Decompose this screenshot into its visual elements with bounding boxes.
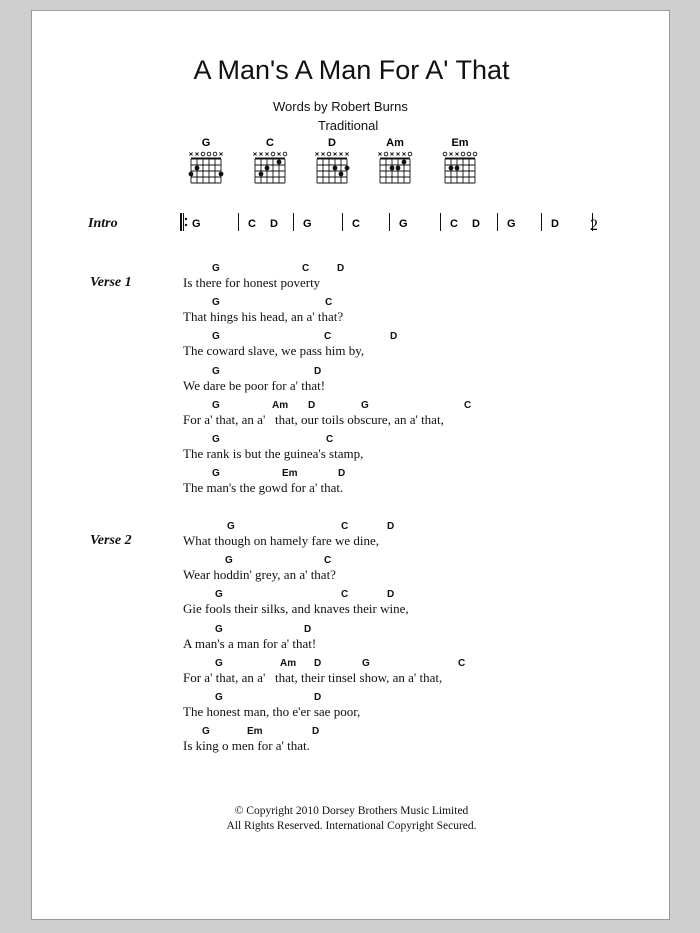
lyric-chord: Em xyxy=(247,726,263,738)
chord-diagram-em xyxy=(435,137,485,186)
lyric-chord: D xyxy=(314,365,322,377)
lyric-line: We dare be poor for a' that! xyxy=(183,377,326,393)
lyric-chord: Am xyxy=(272,399,289,411)
lyric-chord: G xyxy=(212,297,220,309)
lyric-chord: G xyxy=(212,365,220,377)
chord-diagram-am xyxy=(370,137,420,186)
repeat-count: 2 xyxy=(590,217,598,234)
chord-diagram-name: G xyxy=(201,137,211,149)
chord-diagram-name: C xyxy=(266,137,274,149)
lyric-chord: C xyxy=(325,297,333,309)
lyric-chord: D xyxy=(314,692,322,703)
lyric-line: Is there for honest poverty xyxy=(183,275,321,290)
intro-chord: D xyxy=(472,218,480,230)
chord-diagram-name: Am xyxy=(386,137,404,149)
lyric-chord: G xyxy=(215,657,223,669)
lyric-chord: G xyxy=(212,399,220,411)
chord-diagram-name: Em xyxy=(451,137,469,149)
lyric-line: Gie fools their silks, and knaves their wine, xyxy=(183,601,409,617)
sheet-music-page xyxy=(31,10,670,920)
intro-chord: G xyxy=(399,218,408,230)
lyric-chord: C xyxy=(324,331,332,343)
chord-diagram-name: D xyxy=(328,137,336,149)
lyric-chord: C xyxy=(302,263,310,274)
lyric-chord: D xyxy=(338,468,346,480)
lyric-chord: C xyxy=(341,589,349,601)
lyric-chord: G xyxy=(212,434,220,445)
barline xyxy=(238,213,239,231)
fretboard-grid xyxy=(312,150,352,186)
song-title: A Man's A Man For A' That xyxy=(193,55,510,85)
lyric-line: Is king o men for a' that. xyxy=(183,738,310,754)
intro-chord: C xyxy=(450,218,458,230)
barline xyxy=(342,213,343,231)
intro-chord: C xyxy=(352,218,360,230)
lyric-chord: D xyxy=(387,521,395,532)
fretboard-grid xyxy=(440,150,480,186)
lyric-line: The honest man, tho e'er sae poor, xyxy=(183,704,361,719)
verse-label: Verse 1 xyxy=(90,275,132,290)
intro-chord: C xyxy=(248,218,256,230)
intro-chord: D xyxy=(551,218,559,230)
lyric-chord: G xyxy=(225,555,233,567)
intro-chord: G xyxy=(192,218,201,230)
barline xyxy=(440,213,441,231)
lyric-chord: D xyxy=(337,263,345,274)
lyric-chord: G xyxy=(202,726,210,738)
barline xyxy=(389,213,390,231)
lyric-chord: G xyxy=(215,623,223,635)
lyric-line: For a' that, an a' that, our toils obscure, an a' that, xyxy=(183,411,444,427)
barline xyxy=(541,213,542,231)
barline xyxy=(293,213,294,231)
intro-label: Intro xyxy=(88,216,118,231)
fretboard-grid xyxy=(375,150,415,186)
lyric-chord: G xyxy=(215,692,223,703)
lyric-line: The man's the gowd for a' that. xyxy=(183,480,344,496)
lyric-chord: G xyxy=(215,589,223,601)
barline xyxy=(497,213,498,231)
lyric-line: What though on hamely fare we dine, xyxy=(183,533,380,548)
lyric-chord: D xyxy=(390,331,398,343)
lyric-chord: C xyxy=(341,521,349,532)
lyric-line: A man's a man for a' that! xyxy=(183,635,317,651)
fretboard-grid xyxy=(186,150,226,186)
lyric-chord: D xyxy=(314,657,322,669)
lyric-line: The coward slave, we pass him by, xyxy=(183,343,365,359)
copyright-notice xyxy=(32,804,670,834)
chord-diagram-c xyxy=(245,137,295,186)
lyric-chord: C xyxy=(324,555,332,567)
copyright-line: © Copyright 2010 Dorsey Brothers Music Limited xyxy=(234,805,469,817)
verse-label: Verse 2 xyxy=(90,533,132,548)
lyric-chord: G xyxy=(361,399,369,411)
rights-line: All Rights Reserved. International Copyright Secured. xyxy=(226,820,477,832)
lyric-line: For a' that, an a' that, their tinsel show, an a' that, xyxy=(183,669,443,685)
lyric-line: The rank is but the guinea's stamp, xyxy=(183,446,364,461)
lyric-chord: C xyxy=(464,399,472,411)
lyric-chord: D xyxy=(308,399,316,411)
lyric-line: That hings his head, an a' that? xyxy=(183,309,344,325)
lyric-chord: G xyxy=(212,468,220,480)
intro-chord: D xyxy=(270,218,278,230)
lyric-chord: G xyxy=(227,521,235,532)
lyric-chord: G xyxy=(362,657,370,669)
intro-chord: G xyxy=(507,218,516,230)
lyric-chord: C xyxy=(326,434,334,445)
chord-diagram-g xyxy=(181,137,231,186)
fretboard-grid xyxy=(250,150,290,186)
lyric-chord: G xyxy=(212,331,220,343)
intro-chord: G xyxy=(303,218,312,230)
lyric-chord: D xyxy=(312,726,320,738)
lyric-chord: Am xyxy=(280,657,297,669)
lyric-chord: D xyxy=(304,623,312,635)
words-credit: Words by Robert Burns xyxy=(273,99,408,114)
chord-diagram-d xyxy=(307,137,357,186)
music-credit: Traditional xyxy=(318,118,379,133)
lyric-chord: D xyxy=(387,589,395,601)
lyric-line: Wear hoddin' grey, an a' that? xyxy=(183,567,336,583)
lyric-chord: Em xyxy=(282,468,298,480)
repeat-start-sign xyxy=(180,213,186,231)
lyric-chord: G xyxy=(212,263,220,274)
lyric-chord: C xyxy=(458,657,466,669)
